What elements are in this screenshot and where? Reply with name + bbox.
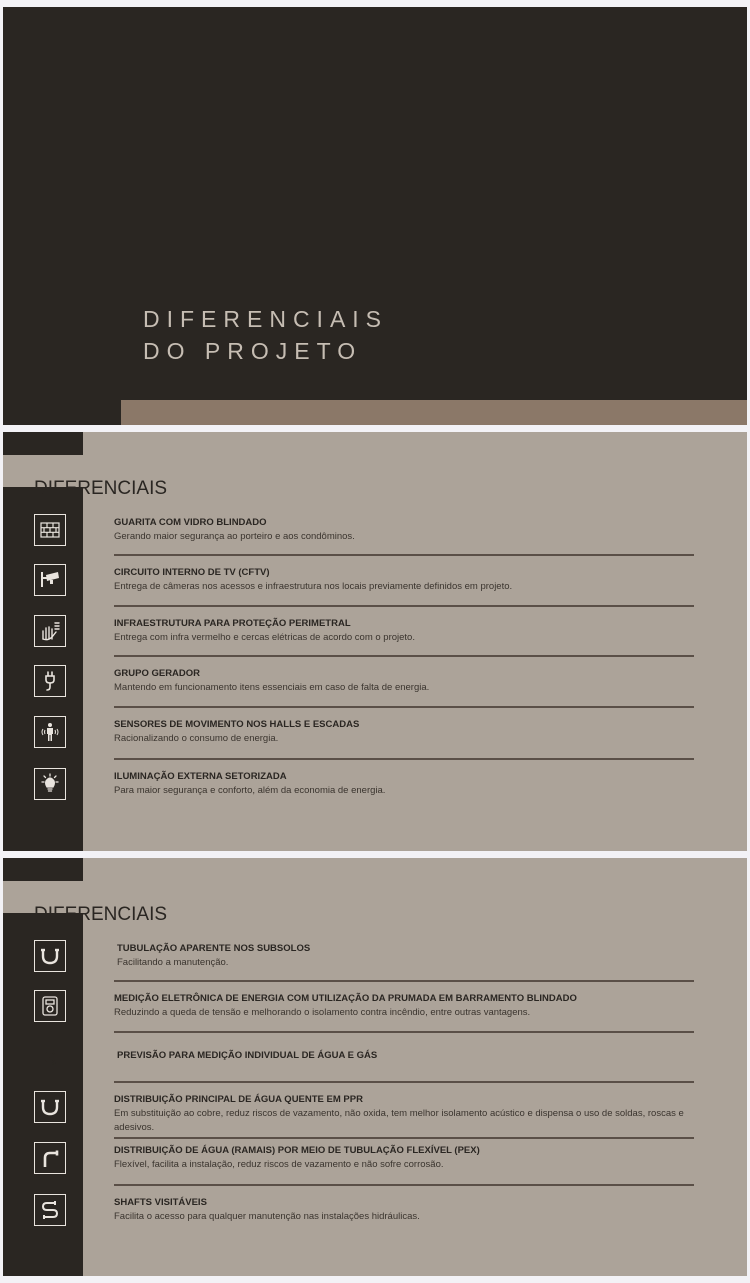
feature-title: DISTRIBUIÇÃO DE ÁGUA (RAMAIS) POR MEIO DE TUBULAÇÃO FLEXÍVEL (PEX) [114,1145,480,1156]
feature-description: Facilita o acesso para qualquer manutenção nas instalações hidráulicas. [114,1211,420,1222]
divider [114,554,694,556]
slide-heading: DIFERENCIAIS [34,477,168,499]
feature-title: SENSORES DE MOVIMENTO NOS HALLS E ESCADAS [114,719,360,730]
divider [114,1137,694,1139]
feature-title: PREVISÃO PARA MEDIÇÃO INDIVIDUAL DE ÁGUA E GÁS [117,1050,378,1061]
slide-heading: DIFERENCIAIS [34,903,168,925]
feature-title: GRUPO GERADOR [114,668,201,679]
feature-description: Reduzindo a queda de tensão e melhorando o isolamento contra incêndio, entre outras vantagens. [114,1007,531,1018]
feature-title: ILUMINAÇÃO EXTERNA SETORIZADA [114,771,287,782]
u-pipe-hot-water-icon [34,1091,66,1123]
cover-slide [3,7,747,425]
elbow-pipe-icon [34,1142,66,1174]
cover-title-line2: DO PROJETO [143,338,363,364]
divider [114,758,694,760]
feature-description: Facilitando a manutenção. [117,957,229,968]
motion-sensor-person-icon [34,716,66,748]
feature-description: Gerando maior segurança ao porteiro e aos condôminos. [114,531,355,542]
divider [114,980,694,982]
cover-title-line1: DIFERENCIAIS [143,306,389,332]
brick-wall-icon [34,514,66,546]
feature-title: DISTRIBUIÇÃO PRINCIPAL DE ÁGUA QUENTE EM PPR [114,1094,363,1105]
divider [114,706,694,708]
feature-description: Racionalizando o consumo de energia. [114,733,279,744]
feature-description: Flexível, facilita a instalação, reduz riscos de vazamento e não sofre corrosão. [114,1159,444,1170]
divider [114,605,694,607]
feature-title: CIRCUITO INTERNO DE TV (CFTV) [114,567,270,578]
feature-description: Para maior segurança e conforto, além da economia de energia. [114,785,386,796]
power-plug-icon [34,665,66,697]
water-gas-meter-icon [34,1041,66,1073]
feature-description: Entrega com infra vermelho e cercas elétricas de acordo com o projeto. [114,632,415,643]
feature-title: GUARITA COM VIDRO BLINDADO [114,517,267,528]
divider [114,1081,694,1083]
s-pipe-icon [34,1194,66,1226]
divider [114,1031,694,1033]
divider [114,655,694,657]
security-camera-icon [34,564,66,596]
feature-title: MEDIÇÃO ELETRÔNICA DE ENERGIA COM UTILIZAÇÃO DA PRUMADA EM BARRAMENTO BLINDADO [114,993,577,1004]
light-bulb-icon [34,768,66,800]
divider [114,1184,694,1186]
energy-meter-icon [34,990,66,1022]
features-slide-1 [3,432,747,851]
cover-accent-bar [121,400,747,425]
feature-title: SHAFTS VISITÁVEIS [114,1197,207,1208]
u-pipe-icon [34,940,66,972]
feature-description: Em substituição ao cobre, reduz riscos de vazamento, não oxida, tem melhor isolamento acústico e dispensa o uso de soldas, roscas e adesivos. [114,1108,684,1133]
features-slide-2 [3,858,747,1276]
feature-title: INFRAESTRUTURA PARA PROTEÇÃO PERIMETRAL [114,618,351,629]
cover-title [143,303,388,367]
feature-description: Mantendo em funcionamento itens essenciais em caso de falta de energia. [114,682,430,693]
feature-description: Entrega de câmeras nos acessos e infraestrutura nos locais previamente definidos em projeto. [114,581,513,592]
hand-sensor-icon [34,615,66,647]
feature-title: TUBULAÇÃO APARENTE NOS SUBSOLOS [117,943,311,954]
